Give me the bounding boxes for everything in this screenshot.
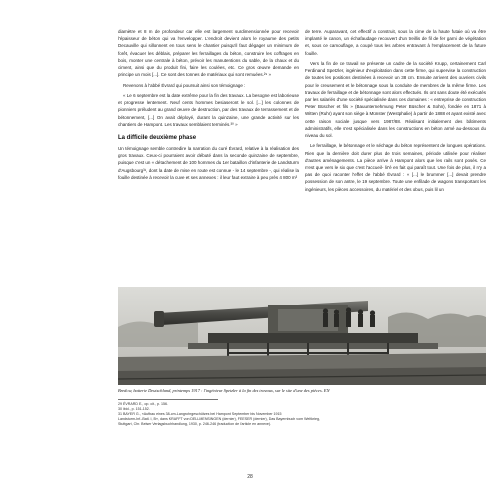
historical-photograph <box>118 287 486 385</box>
footnote: 30 ibid., p. 151-152. <box>118 407 150 411</box>
page-number: 28 <box>247 474 253 480</box>
footnote: 31 BAYER G., «Aufbau eines 38-cm-Langrohrgeschützes bei Hampont September bis November 1915 <box>118 412 282 416</box>
right-paragraph-2: Vers la fin de ce travail se présente un cadre de la société Krupp, certainement Carl Ferdinand Spetzler, ingénieur d'exploitation dans cette firme, qui supervise la construction de toutes les positions destinées à recevoir un 38 cm. Ensuite arrivent des ouvriers civils pour le creusement et le bétonnage sous la conduite de membres de la même firme. Les travaux de ferraillage et de bétonnage sont alors effectués. Ils ont sans doute été exécutés par les salariés d'une société spécialisée dans ces domaines : « entreprise de construction Peter Büscher et fils » (Bauunternehmung Peter Büscher & Sohn), fondée en 1871 à Witten (Ruhr) ayant son siège à Münster (Westphalie) à partir de 1888 et ayant existé avec cette raison sociale jusque vers 1987/88. Réalisant initialement des bâtiments administratifs, elle s'est spécialisée dans les constructions en béton armé au-dessous du niveau du sol. <box>305 61 487 139</box>
left-quote-paragraph: « Le 6 septembre est la date extrême pour la fin des travaux. La besogne est laborieuse et progresse lentement. Neuf cents hommes besiaseront le sol. [...] les colonnes de pionniers préludent au grand œuvre de destruction, par des travaux de terrassement et de bétonnement, [...] On avait déployé, durant la quinzaine, une grande activité sur les chantiers de Hampont. Les travaux semblaient terminés.³⁰ » <box>118 93 299 127</box>
footnote: Landsturm-Inf.-Batl. I, B», dans KRAFFT von DELLMENSINGEN (dernier), FEESER (dernier), Das Bayernbuch vom Weltkrieg, <box>118 417 320 421</box>
right-column <box>305 28 486 193</box>
footnote: 29 ÉVRARD E., op. cit., p. 156. <box>118 402 168 406</box>
left-paragraph-1: diamètre et 8 m de profondeur car elle est largement surdimensionnée pour recevoir l'épaisseur de béton qui va l'envelopper. L'endroit devient alors le royaume des petits Decauville qui sillonnent en tous sens le chantier puisqu'il faut dégager un minimum de forêt, évacuer les déblais, préparer les ferraillages du béton, construire les coffrages en bois, monter une centrale à béton, prévoir les manutentions du sable, de la chaux et du ciment, ainsi que du produit fini, faire les coulées, etc. Ce gros œuvre demande en principe un mois [...]. Ce sont des tonnes de matériaux qui sont remuées.²⁹ » <box>118 29 299 78</box>
gun-emplacement-photo-image <box>118 287 486 385</box>
left-column <box>118 28 299 181</box>
footnotes <box>118 402 486 427</box>
left-paragraph-4: Un témoignage semble contredire la narration du curé Évrard, relative à la réalisation des gros travaux. Ceux-ci pourraient avoir débuté dans la seconde quinzaine de septembre, puisque c'est un « détachement de 100 hommes du 1er bataillon d'infanterie de Landsturm d'Augsbourg³¹, dont la date de mise en route est connue - le 14 septembre -, qui réalise la fouille destinée à recevoir la cuve et ses annexes : il leur faut extraire à peu près 4 800 m³ <box>118 146 299 180</box>
section-subheading: La difficile deuxième phase <box>118 135 197 142</box>
right-paragraph-1: de terre. Auparavant, cet effectif a construit, sous la cime de la haute futaie où va être implanté le canon, un échafaudage recouvert d'un treillis de fil de fer garni de végétation et, sous ce camouflage, a coupé tous les arbres entravant à l'emplacement de la future fouille. <box>305 29 486 56</box>
right-paragraph-3: Le ferraillage, le bétonnage et le séchage du béton représentent de longues opérations. Rien que la dernière doit durer plus de trois semaines, période utilisée pour réaliser d'autres aménagements. La pièce arrive à Hampont alors que les rails sont posés. Ce n'est que vers le six que c'est l'accueil- lir'é en fait qui paraît tout. Une fois de plus, il n'y a pas de quoi raconter l'effet de l'abbé Évrard : « [...] le brummer [...] devait prendre possession de son antre, le 19 septembre. Toute une enfilade de wagons transportant les ingénieurs, les pièces accessoires, du matériel et des obus, puis lil un <box>305 143 486 192</box>
left-paragraph-2: Revenons à l'abbé Évrard qui poursuit ainsi son témoignage : <box>123 82 246 88</box>
footnotes-divider <box>118 399 218 400</box>
footnote: Stuttgart, Chr. Belser Verlagsbuchhandlung, 1930, p. 246-246 (traduction de l'article en annexe). <box>118 422 272 426</box>
photo-caption: Bredow, batterie Deutschland, printemps 1917 : l'ingénieur Spetzler à la fin des travaux, sur le site d'une des pièces. EN <box>118 388 330 393</box>
